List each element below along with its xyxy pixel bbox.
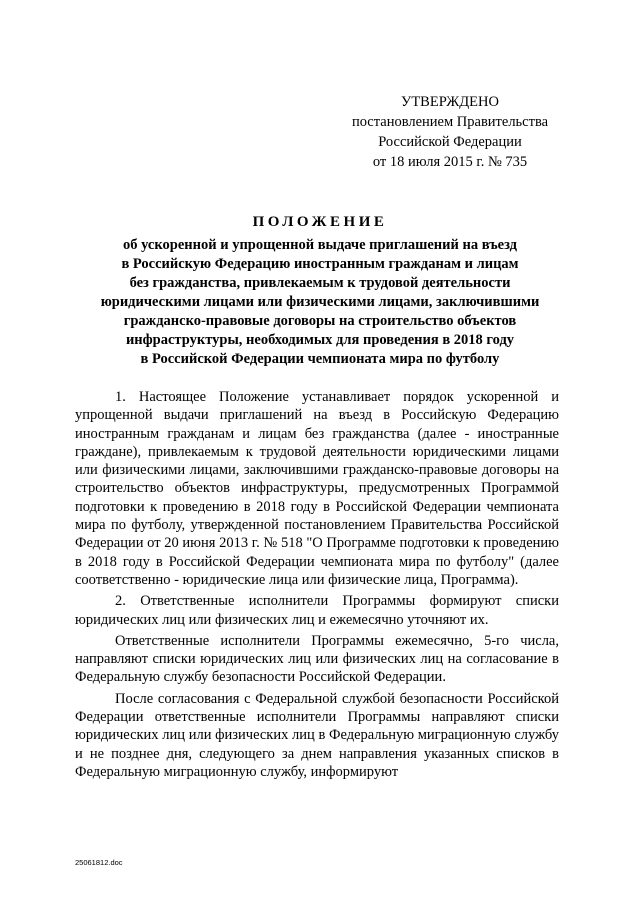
body-paragraph: 1. Настоящее Положение устанавливает порядок ускоренной и упрощенной выдачи приглашений на въезд в Российскую Федерацию иностранным гражданам и лицам без гражданства (далее - иностранные граждане), привлекаемым к трудовой деятельности юридическими лицами или физическими лицами, заключившими гражданско-правовые договоры на строительство объектов инфраструктуры, предусмотренных Программой подготовки к проведению в 2018 году в Российской Федерации чемпионата мира по футболу, утвержденной постановлением Правительства Российской Федерации от 20 июня 2013 г. № 518 "О Программе подготовки к проведению в 2018 году в Российской Федерации чемпионата мира по футболу" (далее соответственно - юридические лица или физические лица, Программа). <box>75 389 559 588</box>
subtitle-line: инфраструктуры, необходимых для проведения в 2018 году <box>125 332 515 348</box>
document-subtitle <box>60 236 580 369</box>
file-name-footer: 25061812.doc <box>75 858 123 867</box>
approval-stamp <box>340 92 560 172</box>
subtitle-line: об ускоренной и упрощенной выдаче приглашений на въезд <box>123 237 517 253</box>
approval-line: постановлением Правительства <box>351 114 549 130</box>
body-paragraph: После согласования с Федеральной службой безопасности Российской Федерации ответственные исполнители Программы направляют списки юридических лиц или физических лиц в Федеральную миграционную службу и не позднее дня, следующего за днем направления указанных списков в Федеральную миграционную службу, информируют <box>75 690 559 780</box>
subtitle-line: юридическими лицами или физическими лицами, заключившими <box>100 294 540 310</box>
approval-heading: УТВЕРЖДЕНО <box>401 94 499 110</box>
subtitle-line: в Российскую Федерацию иностранным гражданам и лицам <box>121 256 519 272</box>
subtitle-line: в Российской Федерации чемпионата мира по футболу <box>140 351 500 367</box>
approval-line: Российской Федерации <box>378 134 522 150</box>
subtitle-line: без гражданства, привлекаемым к трудовой деятельности <box>129 275 511 291</box>
document-body <box>75 388 559 781</box>
body-paragraph: Ответственные исполнители Программы ежемесячно, 5-го числа, направляют списки юридических лиц или физических лиц на согласование в Федеральную службу безопасности Российской Федерации. <box>75 632 559 686</box>
subtitle-line: гражданско-правовые договоры на строительство объектов <box>123 313 517 329</box>
document-title: ПОЛОЖЕНИЕ <box>252 214 388 230</box>
approval-date: от 18 июля 2015 г. № 735 <box>372 154 528 170</box>
body-paragraph: 2. Ответственные исполнители Программы формируют списки юридических лиц или физических лиц и ежемесячно уточняют их. <box>75 593 559 628</box>
